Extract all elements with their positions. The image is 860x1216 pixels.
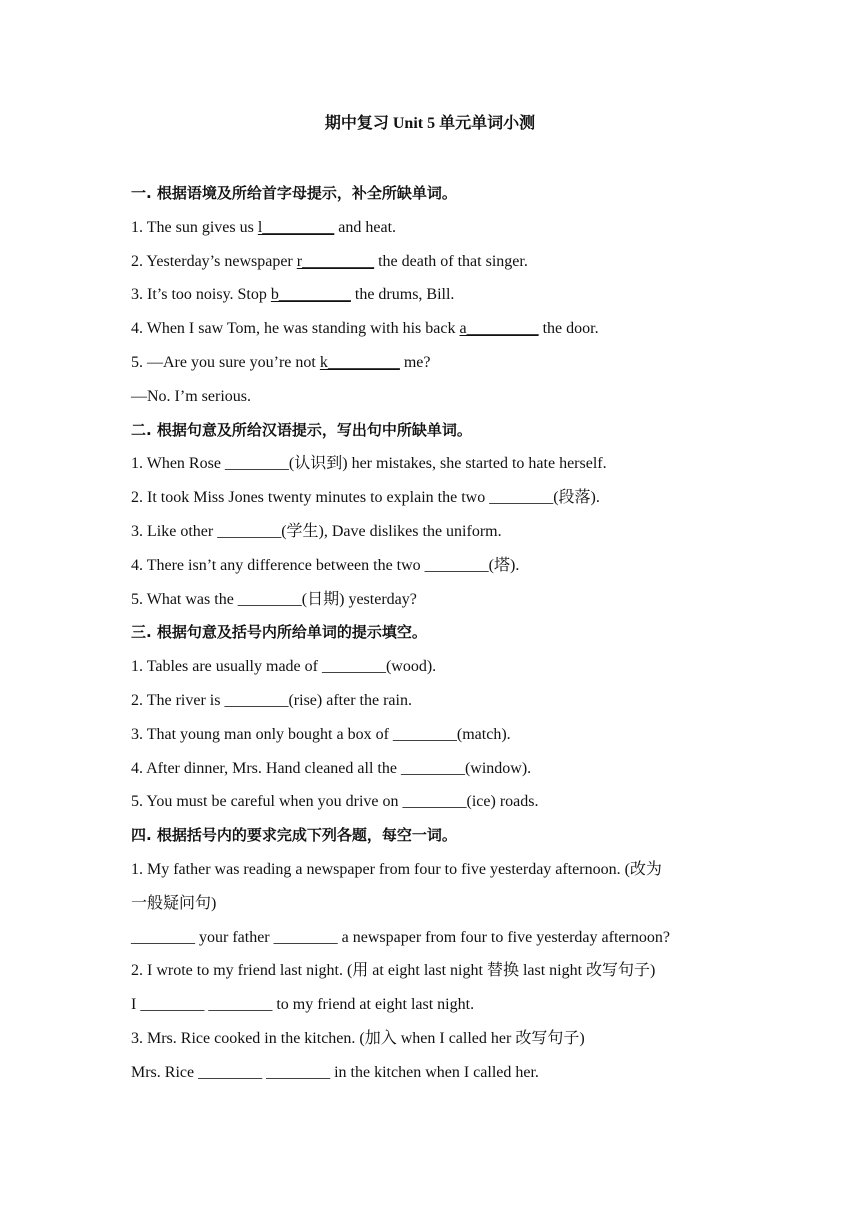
- s3-question-1: 1. Tables are usually made of ________(wood).: [131, 658, 437, 676]
- s3-question-2: 2. The river is ________(rise) after the rain.: [131, 691, 412, 709]
- section-4-heading: 四. 根据括号内的要求完成下列各题，每空一词。: [131, 826, 457, 845]
- s1-q5-text: 5. —Are you sure you’re not: [131, 353, 320, 371]
- s1-q5-tail: me?: [399, 353, 431, 371]
- section-3-heading: 三. 根据句意及括号内所给单词的提示填空。: [131, 623, 427, 642]
- s1-question-5-reply: —No. I’m serious.: [131, 387, 251, 405]
- worksheet-content: [131, 177, 731, 1090]
- s1-q1-blank: l_________: [257, 218, 335, 236]
- s1-q4-tail: the door.: [538, 320, 599, 338]
- s3-question-4: 4. After dinner, Mrs. Hand cleaned all the ________(window).: [131, 759, 532, 777]
- s4-answer-3: Mrs. Rice ________ ________ in the kitchen when I called her.: [131, 1063, 539, 1081]
- s1-question-5: [131, 346, 731, 380]
- page-title: 期中复习 Unit 5 单元单词小测: [324, 115, 536, 132]
- s4-question-1-cont: 一般疑问句): [131, 894, 217, 912]
- s2-question-5: 5. What was the ________(日期) yesterday?: [131, 590, 417, 608]
- s2-question-2: 2. It took Miss Jones twenty minutes to explain the two ________(段落).: [131, 489, 600, 507]
- s1-q3-tail: the drums, Bill.: [350, 286, 455, 304]
- s1-q1-tail: and heat.: [334, 218, 397, 236]
- s1-q2-tail: the death of that singer.: [374, 252, 528, 270]
- s4-question-1: 1. My father was reading a newspaper from four to five yesterday afternoon. (改为: [131, 860, 662, 878]
- s1-q3-text: 3. It’s too noisy. Stop: [131, 286, 271, 304]
- s1-q4-text: 4. When I saw Tom, he was standing with his back: [131, 320, 460, 338]
- s1-q4-blank: a_________: [459, 320, 539, 338]
- s2-question-1: 1. When Rose ________(认识到) her mistakes, she started to hate herself.: [131, 455, 607, 473]
- s2-question-3: 3. Like other ________(学生), Dave dislikes the uniform.: [131, 522, 502, 540]
- section-2-heading: 二. 根据句意及所给汉语提示，写出句中所缺单词。: [131, 420, 472, 439]
- s1-question-4: [131, 312, 731, 346]
- s4-question-3: 3. Mrs. Rice cooked in the kitchen. (加入 when I called her 改写句子): [131, 1029, 585, 1047]
- s1-q1-text: 1. The sun gives us: [131, 218, 258, 236]
- s4-answer-2: I ________ ________ to my friend at eight last night.: [131, 996, 475, 1014]
- s1-q2-blank: r_________: [296, 252, 375, 270]
- s3-question-3: 3. That young man only bought a box of ________(match).: [131, 725, 511, 743]
- s4-answer-1: ________ your father ________ a newspaper from four to five yesterday afternoon?: [131, 928, 670, 946]
- s1-question-3: [131, 278, 731, 312]
- s4-question-2: 2. I wrote to my friend last night. (用 at eight last night 替换 last night 改写句子): [131, 962, 656, 980]
- s1-q3-blank: b_________: [270, 286, 351, 304]
- s1-question-2: [131, 245, 731, 279]
- s3-question-5: 5. You must be careful when you drive on ________(ice) roads.: [131, 793, 539, 811]
- s1-q2-text: 2. Yesterday’s newspaper: [131, 252, 297, 270]
- s2-question-4: 4. There isn’t any difference between the two ________(塔).: [131, 556, 520, 574]
- s1-question-1: [131, 211, 731, 245]
- s1-q5-blank: k_________: [319, 353, 400, 371]
- section-1-heading: 一. 根据语境及所给首字母提示，补全所缺单词。: [131, 184, 457, 202]
